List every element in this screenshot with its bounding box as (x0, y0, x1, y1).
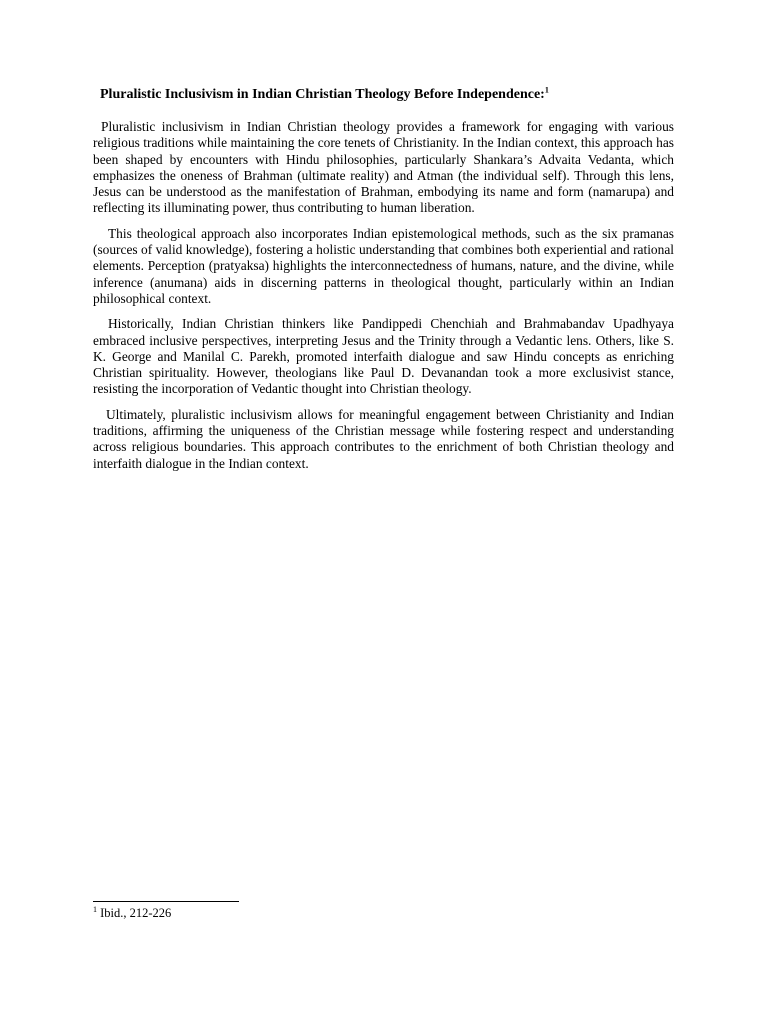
paragraph-2: This theological approach also incorporates Indian epistemological methods, such as the six pramanas (sources of valid knowledge), fostering a holistic understanding that combines both experiential and rational elements. Perception (pratyaksa) highlights the interconnectedness of humans, nature, and the divine, while inference (anumana) aids in discerning patterns in theological thought, particularly within an Indian philosophical context. (93, 225, 674, 306)
footnote-number: 1 (93, 904, 97, 914)
paragraph-3: Historically, Indian Christian thinkers like Pandippedi Chenchiah and Brahmabandav Upadhyaya embraced inclusive perspectives, interpreting Jesus and the Trinity through a Vedantic lens. Others, like S. K. George and Manilal C. Parekh, promoted interfaith dialogue and saw Hindu concepts as enriching Christian spirituality. However, theologians like Paul D. Devanandan took a more exclusivist stance, resisting the incorporation of Vedantic thought into Christian theology. (93, 316, 674, 397)
paragraph-1: Pluralistic inclusivism in Indian Christian theology provides a framework for engaging with various religious traditions while maintaining the core tenets of Christianity. In the Indian context, this approach has been shaped by encounters with Hindu philosophies, particularly Shankara’s Advaita Vedanta, which emphasizes the oneness of Brahman (ultimate reality) and Atman (the individual self). Through this lens, Jesus can be understood as the manifestation of Brahman, embodying its name and form (namarupa) and reflecting its illuminating power, thus contributing to human liberation. (93, 119, 674, 216)
footnote-separator (93, 901, 239, 902)
title-footnote-ref: 1 (544, 85, 549, 95)
footnote (93, 906, 171, 921)
paragraph-4: Ultimately, pluralistic inclusivism allows for meaningful engagement between Christianity and Indian traditions, affirming the uniqueness of the Christian message while fostering respect and understanding across religious boundaries. This approach contributes to the enrichment of both Christian theology and interfaith dialogue in the Indian context. (93, 406, 674, 471)
document-body (93, 119, 674, 481)
footnote-text: Ibid., 212-226 (100, 906, 172, 920)
document-title-text: Pluralistic Inclusivism in Indian Christian Theology Before Independence: (100, 87, 545, 102)
document-title (100, 86, 700, 104)
